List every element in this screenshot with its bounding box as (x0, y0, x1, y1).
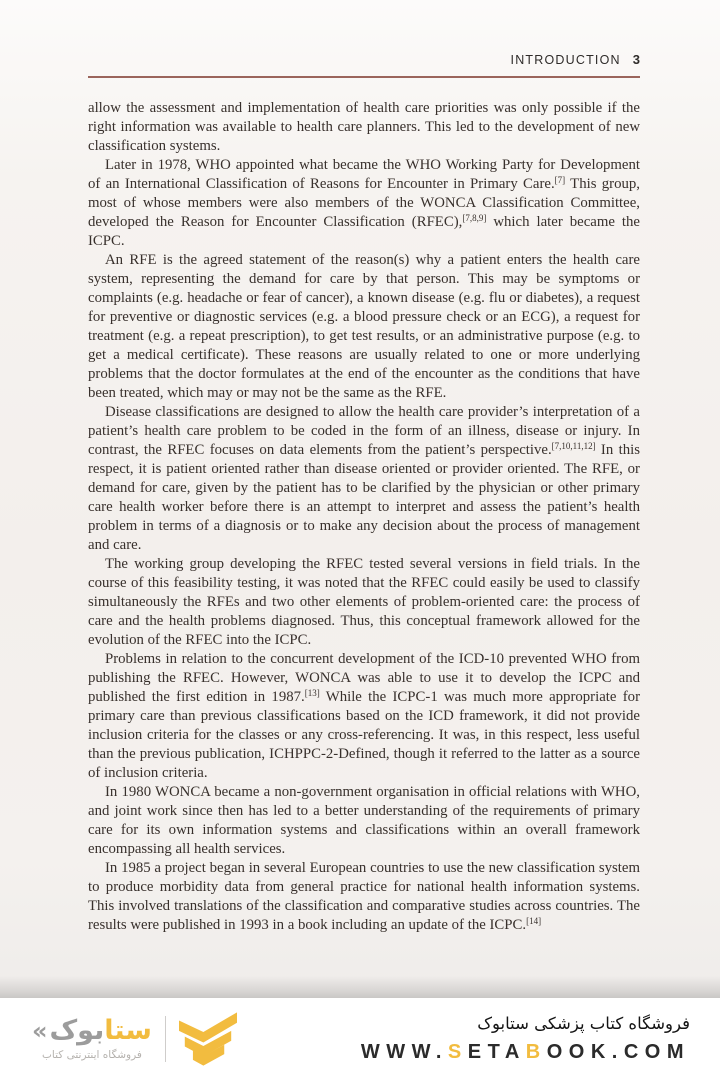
store-name-persian: فروشگاه کتاب پزشکی ستابوک (477, 1014, 690, 1033)
paragraph: In 1985 a project began in several European countries to use the new classification system to produce morbidity data from general practice for national health information systems. This involved translations of the classification and comparative studies across countries. The results were published in 1993 in a book including an update of the ICPC.[14] (88, 859, 640, 933)
paragraph: Disease classifications are designed to allow the health care provider’s interpretation of a patient’s health care problem to be coded in the form of an illness, disease or injury. In contrast, the RFEC focuses on data elements from the patient’s perspective.[7,10,11,12] In this respect, it is patient oriented rather than disease oriented or provider oriented. The RFE, or demand for care, given by the patient has to be clarified by the physician or other primary care health worker before there is an attempt to interpret and assess the patient’s health problem in terms of a diagnosis or to make any decision about the process of management and care. (88, 403, 640, 553)
header-rule (88, 76, 640, 78)
paragraph: An RFE is the agreed statement of the reason(s) why a patient enters the health care system, representing the demand for care by that person. This may be symptoms or complaints (e.g. headache or fear of cancer), a known disease (e.g. flu or diabetes), a request for preventive or diagnostic services (e.g. a blood pressure check or an ECG), a request for treatment (e.g. a repeat prescription), to get test results, or an administrative purpose (e.g. to get a medical certificate). These reasons are usually related to one or more underlying problems that the doctor formulates at the end of the encounter as the conditions that have been treated, which may or may not be the same as the RFE. (88, 251, 640, 401)
footer-store-info (361, 1014, 690, 1064)
setabook-wordmark (32, 1017, 152, 1044)
paragraph: Problems in relation to the concurrent development of the ICD-10 prevented WHO from publishing the RFEC. However, WONCA was able to use it to develop the ICPC and published the first edition in 1987.[13] While the ICPC-1 was much more appropriate for primary care than previous classifications based on the ICD framework, it did not provide inclusion criteria for the classes or any cross-referencing. It was, in this respect, less useful than the previous publication, ICHPPC-2-Defined, though it referred to the latter as a source of inclusion criteria. (88, 650, 640, 781)
running-head: INTRODUCTION (510, 53, 621, 67)
wordmark-text: ستابوک (49, 1015, 152, 1046)
watermark-footer (0, 998, 720, 1080)
page-body (88, 99, 640, 979)
guillemet-mark: « (32, 1016, 48, 1045)
logo-text-block (32, 1017, 152, 1061)
page-header (88, 52, 640, 67)
paragraph: In 1980 WONCA became a non-government organisation in official relations with WHO, and joint work since then has led to a better understanding of the requirements of primary care for its own information systems and classifications within an overall framework encompassing all health services. (88, 783, 640, 857)
paragraph: allow the assessment and implementation of health care priorities was only possible if the right information was available to health care planners. This led to the development of new classification systems. (88, 99, 640, 154)
setabook-chevron-icon (179, 1010, 237, 1068)
page-number: 3 (632, 52, 640, 67)
logo-tagline: فروشگاه اینترنتی کتاب (42, 1049, 142, 1061)
website-url[interactable]: WWW.SETABOOK.COM (360, 1041, 690, 1063)
paragraph: The working group developing the RFEC tested several versions in field trials. In the course of this feasibility testing, it was noted that the RFEC could easily be used to classify simultaneously the RFEs and two other elements of problem-oriented care: the process of care and the health problems diagnosed. Thus, this conceptual framework allowed for the evolution of the RFEC into the ICPC. (88, 555, 640, 648)
setabook-logo[interactable] (32, 1010, 237, 1068)
paragraph: Later in 1978, WHO appointed what became the WHO Working Party for Development of an International Classification of Reasons for Encounter in Primary Care.[7] This group, most of whose members were also members of the WONCA Classification Committee, developed the Reason for Encounter Classification (RFEC),[7,8,9] which later became the ICPC. (88, 156, 640, 249)
logo-divider (165, 1016, 167, 1062)
